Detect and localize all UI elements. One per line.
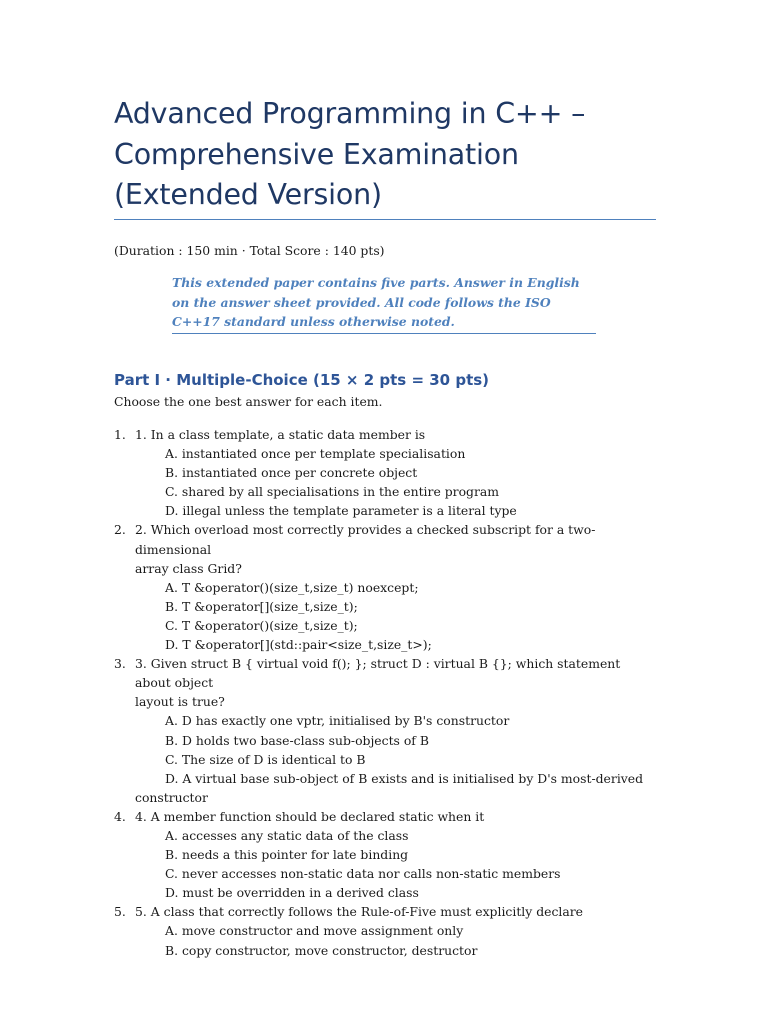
exam-note: This extended paper contains five parts. Answer in English on the answer sheet provided. All code follows the ISO C++17 standard unless otherwise noted. — [172, 275, 580, 329]
question-text-continued: layout is true? — [135, 694, 225, 710]
document-title: Advanced Programming in C++ – Comprehensive Examination (Extended Version) — [114, 97, 586, 211]
question-4 — [114, 807, 656, 902]
question-3 — [114, 654, 656, 807]
option-a: A. instantiated once per template specialisation — [165, 446, 466, 462]
question-number: 1. — [114, 427, 126, 442]
title-divider — [114, 219, 656, 220]
option-a: A. D has exactly one vptr, initialised by B's constructor — [165, 713, 510, 729]
option-c: C. T &operator()(size_t,size_t); — [165, 617, 358, 633]
question-text: 2. Which overload most correctly provides a checked subscript for a two-dimensional — [135, 522, 596, 557]
option-d: D. T &operator[](std::pair<size_t,size_t>); — [165, 637, 432, 653]
question-5 — [114, 902, 656, 959]
question-text-continued: array class Grid? — [135, 560, 242, 576]
question-number: 5. — [114, 904, 126, 920]
question-text: 5. A class that correctly follows the Rule-of-Five must explicitly declare — [135, 904, 584, 920]
option-d — [135, 769, 656, 807]
option-a: A. accesses any static data of the class — [165, 827, 409, 843]
question-number: 3. — [114, 656, 126, 672]
question-text: 3. Given struct B { virtual void f(); }; struct D : virtual B {}; which statement about object — [135, 656, 621, 691]
question-list — [114, 425, 656, 960]
note-divider — [172, 333, 596, 334]
option-d-text-continued: constructor — [135, 789, 208, 805]
question-text: 1. In a class template, a static data member is — [135, 427, 426, 442]
option-b: B. copy constructor, move constructor, destructor — [165, 942, 478, 958]
option-d: D. must be overridden in a derived class — [165, 885, 419, 901]
question-1 — [114, 425, 656, 520]
duration-info: (Duration : 150 min · Total Score : 140 pts) — [114, 243, 385, 258]
option-c: C. never accesses non-static data nor calls non-static members — [165, 866, 561, 882]
option-b: B. D holds two base-class sub-objects of B — [165, 732, 429, 748]
part1-instruction: Choose the one best answer for each item. — [114, 394, 383, 409]
option-a: A. T &operator()(size_t,size_t) noexcept; — [165, 579, 419, 595]
option-b: B. T &operator[](size_t,size_t); — [165, 598, 358, 614]
question-number: 4. — [114, 808, 126, 824]
option-b: B. needs a this pointer for late binding — [165, 847, 409, 863]
option-b: B. instantiated once per concrete object — [165, 465, 418, 481]
option-d: D. illegal unless the template parameter is a literal type — [165, 503, 517, 519]
option-d-text: D. A virtual base sub-object of B exists and is initialised by D's most-derived — [165, 770, 644, 786]
question-text: 4. A member function should be declared static when it — [135, 808, 485, 824]
option-a: A. move constructor and move assignment only — [165, 923, 464, 939]
part1-heading: Part I · Multiple-Choice (15 × 2 pts = 30 pts) — [114, 371, 490, 389]
question-number: 2. — [114, 522, 126, 538]
option-c: C. shared by all specialisations in the entire program — [165, 484, 500, 500]
option-c: C. The size of D is identical to B — [165, 751, 366, 767]
question-2 — [114, 520, 656, 654]
